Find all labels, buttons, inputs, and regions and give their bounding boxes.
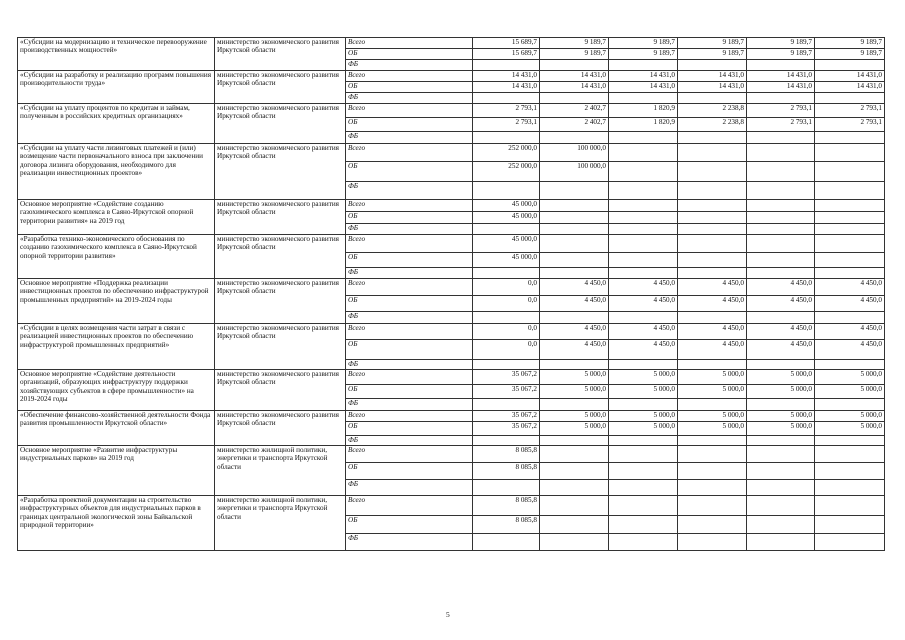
amount-cell: 100 000,0 — [540, 162, 609, 182]
amount-cell: 9 189,7 — [540, 38, 609, 49]
budget-table-body — [18, 38, 885, 551]
activity-cell: «Обеспечение финансово-хозяйственной деятельности Фонда развития промышленности Иркутской области» — [18, 411, 215, 446]
amount-cell — [540, 268, 609, 279]
funding-source-cell: ФБ — [346, 132, 473, 144]
executor-cell: министерство экономического развития Иркутской области — [215, 411, 346, 446]
amount-cell — [747, 224, 815, 235]
amount-cell — [747, 144, 815, 162]
amount-cell — [678, 212, 747, 224]
funding-source-cell: ОБ — [346, 385, 473, 399]
amount-cell: 45 000,0 — [473, 235, 540, 253]
amount-cell: 9 189,7 — [609, 38, 678, 49]
amount-cell: 5 000,0 — [609, 370, 678, 385]
amount-cell: 1 820,9 — [609, 118, 678, 132]
amount-cell — [815, 60, 885, 71]
amount-cell — [540, 235, 609, 253]
amount-cell: 0,0 — [473, 279, 540, 296]
amount-cell — [747, 253, 815, 268]
amount-cell: 5 000,0 — [747, 385, 815, 399]
amount-cell — [747, 268, 815, 279]
amount-cell: 4 450,0 — [678, 340, 747, 360]
funding-source-cell: ФБ — [346, 93, 473, 104]
amount-cell: 14 431,0 — [747, 71, 815, 82]
amount-cell — [815, 436, 885, 446]
amount-cell — [473, 534, 540, 551]
amount-cell — [678, 60, 747, 71]
amount-cell: 14 431,0 — [815, 82, 885, 93]
funding-source-cell: Всего — [346, 411, 473, 422]
amount-cell — [815, 132, 885, 144]
amount-cell — [678, 182, 747, 200]
amount-cell — [678, 534, 747, 551]
amount-cell: 4 450,0 — [678, 296, 747, 312]
amount-cell — [473, 60, 540, 71]
amount-cell — [815, 162, 885, 182]
table-row — [18, 324, 885, 340]
amount-cell: 14 431,0 — [815, 71, 885, 82]
funding-source-cell: ОБ — [346, 340, 473, 360]
amount-cell — [747, 360, 815, 370]
amount-cell: 5 000,0 — [609, 385, 678, 399]
amount-cell — [815, 534, 885, 551]
amount-cell: 14 431,0 — [473, 82, 540, 93]
amount-cell: 5 000,0 — [609, 422, 678, 436]
amount-cell: 2 402,7 — [540, 104, 609, 118]
funding-source-cell: Всего — [346, 71, 473, 82]
funding-source-cell: ОБ — [346, 118, 473, 132]
amount-cell — [609, 162, 678, 182]
amount-cell: 5 000,0 — [747, 411, 815, 422]
amount-cell — [815, 463, 885, 480]
funding-source-cell: ОБ — [346, 162, 473, 182]
funding-source-cell: ОБ — [346, 212, 473, 224]
amount-cell — [473, 312, 540, 324]
amount-cell — [815, 480, 885, 496]
amount-cell: 4 450,0 — [609, 296, 678, 312]
amount-cell: 5 000,0 — [815, 370, 885, 385]
amount-cell: 4 450,0 — [678, 324, 747, 340]
amount-cell: 15 689,7 — [473, 38, 540, 49]
amount-cell — [678, 360, 747, 370]
amount-cell: 1 820,9 — [609, 104, 678, 118]
activity-cell: «Субсидии на уплату части лизинговых платежей и (или) возмещение части первоначального взноса при заключении договора лизинга оборудования, необходимого для реализации инвестиционных проектов» — [18, 144, 215, 200]
executor-cell: министерство жилищной политики, энергетики и транспорта Иркутской области — [215, 496, 346, 551]
amount-cell — [747, 235, 815, 253]
amount-cell: 8 085,8 — [473, 516, 540, 534]
funding-source-cell: ФБ — [346, 182, 473, 200]
executor-cell: министерство экономического развития Иркутской области — [215, 235, 346, 279]
amount-cell — [540, 224, 609, 235]
funding-source-cell: Всего — [346, 235, 473, 253]
amount-cell: 5 000,0 — [747, 422, 815, 436]
amount-cell: 2 793,1 — [473, 118, 540, 132]
amount-cell — [473, 436, 540, 446]
amount-cell — [678, 480, 747, 496]
executor-cell: министерство экономического развития Иркутской области — [215, 38, 346, 71]
funding-source-cell: Всего — [346, 446, 473, 463]
amount-cell — [678, 224, 747, 235]
amount-cell: 2 793,1 — [747, 118, 815, 132]
amount-cell — [540, 516, 609, 534]
executor-cell: министерство жилищной политики, энергетики и транспорта Иркутской области — [215, 446, 346, 496]
amount-cell — [678, 516, 747, 534]
amount-cell — [609, 132, 678, 144]
amount-cell — [815, 93, 885, 104]
amount-cell: 14 431,0 — [747, 82, 815, 93]
executor-cell: министерство экономического развития Иркутской области — [215, 324, 346, 370]
amount-cell — [540, 60, 609, 71]
activity-cell: «Субсидии на разработку и реализацию программ повышения производительности труда» — [18, 71, 215, 104]
amount-cell — [609, 224, 678, 235]
amount-cell: 14 431,0 — [609, 82, 678, 93]
amount-cell — [609, 144, 678, 162]
amount-cell: 4 450,0 — [540, 324, 609, 340]
amount-cell: 4 450,0 — [678, 279, 747, 296]
amount-cell — [815, 446, 885, 463]
amount-cell — [609, 399, 678, 411]
activity-cell: Основное мероприятие «Развитие инфраструктуры индустриальных парков» на 2019 год — [18, 446, 215, 496]
amount-cell — [747, 162, 815, 182]
amount-cell: 35 067,2 — [473, 370, 540, 385]
amount-cell: 35 067,2 — [473, 411, 540, 422]
funding-source-cell: ОБ — [346, 516, 473, 534]
amount-cell — [473, 480, 540, 496]
amount-cell — [747, 399, 815, 411]
amount-cell: 14 431,0 — [473, 71, 540, 82]
funding-source-cell: Всего — [346, 200, 473, 212]
table-row — [18, 370, 885, 385]
funding-source-cell: Всего — [346, 496, 473, 516]
amount-cell — [678, 268, 747, 279]
amount-cell — [747, 93, 815, 104]
amount-cell: 5 000,0 — [678, 422, 747, 436]
amount-cell — [815, 516, 885, 534]
amount-cell: 4 450,0 — [540, 340, 609, 360]
amount-cell: 4 450,0 — [815, 324, 885, 340]
amount-cell — [678, 436, 747, 446]
amount-cell: 5 000,0 — [540, 422, 609, 436]
amount-cell: 0,0 — [473, 296, 540, 312]
amount-cell: 4 450,0 — [609, 324, 678, 340]
amount-cell: 0,0 — [473, 324, 540, 340]
amount-cell — [609, 253, 678, 268]
funding-source-cell: ОБ — [346, 253, 473, 268]
amount-cell: 8 085,8 — [473, 496, 540, 516]
executor-cell: министерство экономического развития Иркутской области — [215, 71, 346, 104]
amount-cell: 8 085,8 — [473, 463, 540, 480]
amount-cell — [540, 534, 609, 551]
amount-cell: 35 067,2 — [473, 422, 540, 436]
amount-cell — [540, 436, 609, 446]
amount-cell — [815, 496, 885, 516]
funding-source-cell: Всего — [346, 144, 473, 162]
amount-cell — [678, 496, 747, 516]
amount-cell: 4 450,0 — [540, 279, 609, 296]
amount-cell: 14 431,0 — [678, 82, 747, 93]
amount-cell: 15 689,7 — [473, 49, 540, 60]
amount-cell — [747, 182, 815, 200]
amount-cell — [815, 360, 885, 370]
amount-cell — [609, 446, 678, 463]
amount-cell — [815, 399, 885, 411]
amount-cell — [815, 268, 885, 279]
funding-source-cell: Всего — [346, 370, 473, 385]
amount-cell: 9 189,7 — [678, 38, 747, 49]
amount-cell — [473, 399, 540, 411]
funding-source-cell: Всего — [346, 324, 473, 340]
amount-cell — [815, 200, 885, 212]
amount-cell — [678, 132, 747, 144]
funding-source-cell: ОБ — [346, 463, 473, 480]
funding-source-cell: ФБ — [346, 268, 473, 279]
table-row — [18, 144, 885, 162]
amount-cell — [540, 182, 609, 200]
amount-cell — [747, 516, 815, 534]
activity-cell: «Субсидии в целях возмещения части затрат в связи с реализацией инвестиционных проектов по обеспечению инфраструктурой промышленных предприятий» — [18, 324, 215, 370]
activity-cell: «Разработка проектной документации на строительство инфраструктурных объектов для индустриальных парков в границах центральной экологической зоны Байкальской природной территории» — [18, 496, 215, 551]
amount-cell: 5 000,0 — [540, 411, 609, 422]
amount-cell — [473, 93, 540, 104]
funding-source-cell: Всего — [346, 104, 473, 118]
amount-cell: 9 189,7 — [815, 38, 885, 49]
funding-source-cell: ОБ — [346, 82, 473, 93]
amount-cell: 5 000,0 — [815, 411, 885, 422]
amount-cell — [473, 182, 540, 200]
amount-cell — [609, 463, 678, 480]
amount-cell — [678, 312, 747, 324]
amount-cell — [747, 534, 815, 551]
amount-cell: 2 793,1 — [747, 104, 815, 118]
amount-cell: 14 431,0 — [540, 82, 609, 93]
activity-cell: «Разработка технико-экономического обоснования по созданию газохимического комплекса в Саяно-Иркутской опорной территории развития» — [18, 235, 215, 279]
table-row — [18, 235, 885, 253]
amount-cell — [609, 496, 678, 516]
amount-cell: 4 450,0 — [747, 324, 815, 340]
amount-cell: 100 000,0 — [540, 144, 609, 162]
amount-cell: 5 000,0 — [540, 370, 609, 385]
amount-cell: 252 000,0 — [473, 144, 540, 162]
amount-cell: 2 793,1 — [815, 118, 885, 132]
table-row — [18, 200, 885, 212]
amount-cell — [609, 93, 678, 104]
amount-cell — [678, 446, 747, 463]
amount-cell — [678, 162, 747, 182]
amount-cell — [609, 436, 678, 446]
amount-cell: 5 000,0 — [678, 370, 747, 385]
activity-cell: Основное мероприятие «Поддержка реализации инвестиционных проектов по обеспечению инфраструктурой промышленных предприятий» на 2019-2024 годы — [18, 279, 215, 324]
amount-cell: 4 450,0 — [747, 279, 815, 296]
activity-cell: «Субсидии на уплату процентов по кредитам и займам, полученным в российских кредитных организациях» — [18, 104, 215, 144]
amount-cell — [747, 480, 815, 496]
amount-cell — [747, 463, 815, 480]
amount-cell — [540, 253, 609, 268]
amount-cell: 9 189,7 — [540, 49, 609, 60]
amount-cell — [609, 268, 678, 279]
amount-cell — [540, 399, 609, 411]
amount-cell — [747, 212, 815, 224]
amount-cell: 14 431,0 — [540, 71, 609, 82]
activity-cell: Основное мероприятие «Содействие созданию газохимического комплекса в Саяно-Иркутской опорной территории развития» на 2019 год — [18, 200, 215, 235]
amount-cell: 4 450,0 — [540, 296, 609, 312]
amount-cell — [747, 132, 815, 144]
amount-cell — [678, 144, 747, 162]
table-row — [18, 496, 885, 516]
funding-source-cell: ФБ — [346, 399, 473, 411]
funding-source-cell: ФБ — [346, 480, 473, 496]
amount-cell: 4 450,0 — [747, 296, 815, 312]
funding-source-cell: ФБ — [346, 312, 473, 324]
budget-table — [17, 37, 885, 551]
amount-cell — [678, 463, 747, 480]
amount-cell — [747, 312, 815, 324]
funding-source-cell: ОБ — [346, 49, 473, 60]
amount-cell: 5 000,0 — [747, 370, 815, 385]
amount-cell — [540, 93, 609, 104]
amount-cell — [815, 312, 885, 324]
amount-cell — [540, 360, 609, 370]
amount-cell: 45 000,0 — [473, 200, 540, 212]
amount-cell — [678, 253, 747, 268]
amount-cell — [678, 200, 747, 212]
amount-cell — [747, 436, 815, 446]
amount-cell: 9 189,7 — [678, 49, 747, 60]
amount-cell — [609, 212, 678, 224]
table-row — [18, 279, 885, 296]
amount-cell — [678, 93, 747, 104]
amount-cell: 45 000,0 — [473, 253, 540, 268]
amount-cell — [473, 360, 540, 370]
amount-cell — [815, 224, 885, 235]
amount-cell — [609, 235, 678, 253]
executor-cell: министерство экономического развития Иркутской области — [215, 144, 346, 200]
amount-cell — [540, 496, 609, 516]
amount-cell — [815, 212, 885, 224]
executor-cell: министерство экономического развития Иркутской области — [215, 279, 346, 324]
amount-cell — [540, 312, 609, 324]
amount-cell — [540, 200, 609, 212]
funding-source-cell: ФБ — [346, 436, 473, 446]
amount-cell: 4 450,0 — [609, 279, 678, 296]
executor-cell: министерство экономического развития Иркутской области — [215, 370, 346, 411]
amount-cell: 5 000,0 — [678, 385, 747, 399]
amount-cell: 9 189,7 — [747, 38, 815, 49]
amount-cell — [609, 312, 678, 324]
amount-cell: 5 000,0 — [678, 411, 747, 422]
funding-source-cell: Всего — [346, 279, 473, 296]
funding-source-cell: ФБ — [346, 60, 473, 71]
amount-cell — [473, 132, 540, 144]
amount-cell — [678, 235, 747, 253]
amount-cell — [473, 224, 540, 235]
amount-cell: 14 431,0 — [609, 71, 678, 82]
executor-cell: министерство экономического развития Иркутской области — [215, 104, 346, 144]
amount-cell — [473, 268, 540, 279]
table-row — [18, 104, 885, 118]
amount-cell: 9 189,7 — [609, 49, 678, 60]
table-row — [18, 411, 885, 422]
amount-cell: 5 000,0 — [815, 422, 885, 436]
amount-cell — [815, 235, 885, 253]
amount-cell — [815, 144, 885, 162]
amount-cell: 5 000,0 — [815, 385, 885, 399]
amount-cell: 2 238,8 — [678, 118, 747, 132]
amount-cell — [609, 182, 678, 200]
page-number: 5 — [446, 610, 450, 619]
amount-cell — [747, 446, 815, 463]
amount-cell: 252 000,0 — [473, 162, 540, 182]
funding-source-cell: ФБ — [346, 224, 473, 235]
amount-cell — [815, 182, 885, 200]
amount-cell: 9 189,7 — [747, 49, 815, 60]
amount-cell: 8 085,8 — [473, 446, 540, 463]
amount-cell — [747, 60, 815, 71]
amount-cell — [609, 516, 678, 534]
amount-cell — [609, 200, 678, 212]
amount-cell: 4 450,0 — [747, 340, 815, 360]
amount-cell: 45 000,0 — [473, 212, 540, 224]
amount-cell: 35 067,2 — [473, 385, 540, 399]
amount-cell: 2 793,1 — [815, 104, 885, 118]
amount-cell: 2 402,7 — [540, 118, 609, 132]
activity-cell: «Субсидии на модернизацию и техническое перевооружение производственных мощностей» — [18, 38, 215, 71]
amount-cell: 0,0 — [473, 340, 540, 360]
amount-cell — [540, 212, 609, 224]
table-row — [18, 71, 885, 82]
amount-cell: 9 189,7 — [815, 49, 885, 60]
amount-cell: 4 450,0 — [815, 279, 885, 296]
funding-source-cell: ФБ — [346, 360, 473, 370]
executor-cell: министерство экономического развития Иркутской области — [215, 200, 346, 235]
funding-source-cell: ОБ — [346, 422, 473, 436]
amount-cell: 4 450,0 — [815, 340, 885, 360]
table-row — [18, 38, 885, 49]
amount-cell: 4 450,0 — [815, 296, 885, 312]
amount-cell: 2 238,8 — [678, 104, 747, 118]
amount-cell — [540, 480, 609, 496]
amount-cell: 2 793,1 — [473, 104, 540, 118]
table-row — [18, 446, 885, 463]
amount-cell — [678, 399, 747, 411]
amount-cell: 4 450,0 — [609, 340, 678, 360]
amount-cell — [540, 463, 609, 480]
amount-cell — [609, 534, 678, 551]
amount-cell: 5 000,0 — [609, 411, 678, 422]
amount-cell: 14 431,0 — [678, 71, 747, 82]
amount-cell — [609, 60, 678, 71]
funding-source-cell: ФБ — [346, 534, 473, 551]
amount-cell — [815, 253, 885, 268]
funding-source-cell: Всего — [346, 38, 473, 49]
amount-cell — [609, 360, 678, 370]
funding-source-cell: ОБ — [346, 296, 473, 312]
activity-cell: Основное мероприятие «Содействие деятельности организаций, образующих инфраструктуру поддержки хозяйствующих субъектов в сфере промышленности» на 2019-2024 годы — [18, 370, 215, 411]
amount-cell — [540, 446, 609, 463]
amount-cell — [609, 480, 678, 496]
amount-cell — [747, 200, 815, 212]
amount-cell — [540, 132, 609, 144]
amount-cell — [747, 496, 815, 516]
amount-cell: 5 000,0 — [540, 385, 609, 399]
